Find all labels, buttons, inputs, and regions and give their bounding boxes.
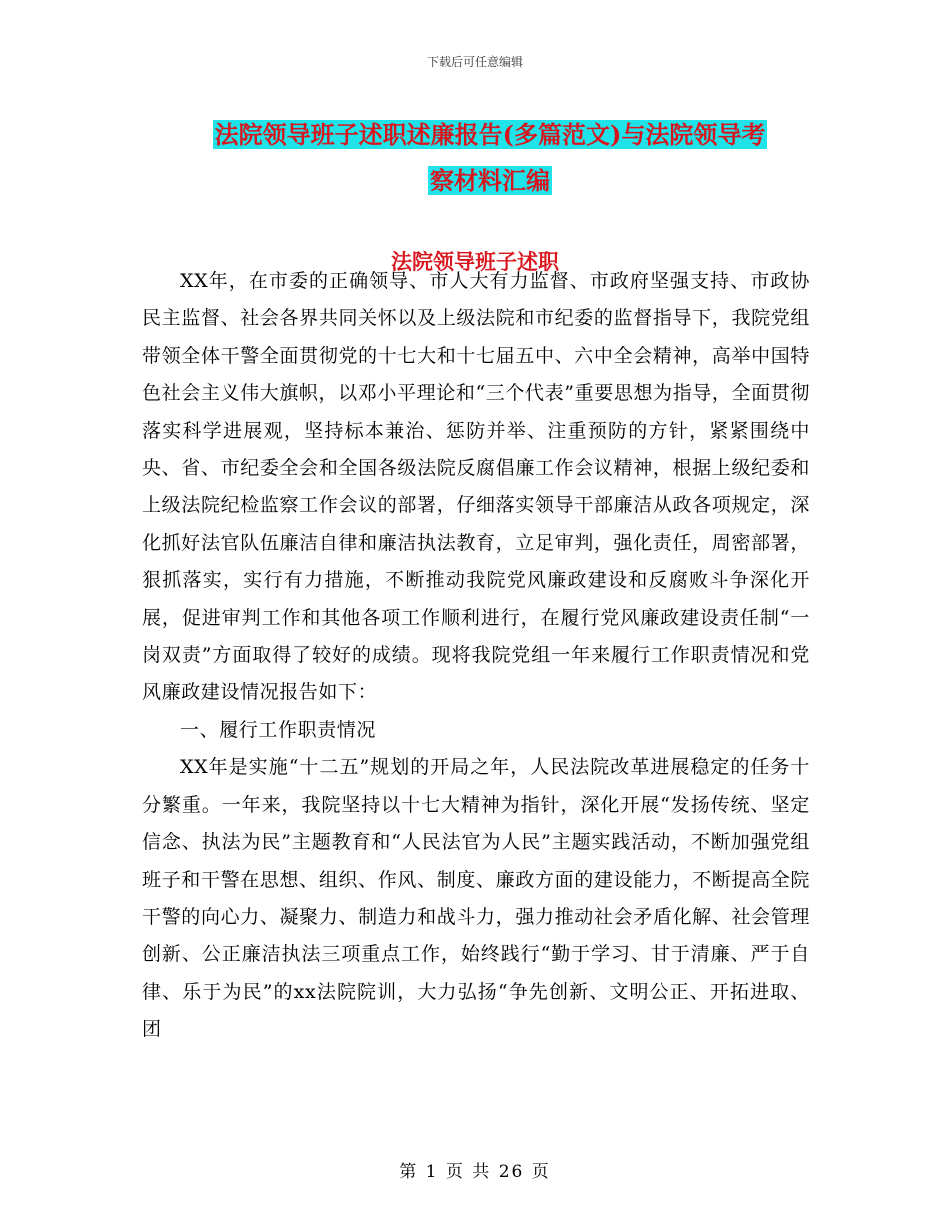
document-title: [170, 112, 810, 204]
paragraph: XX年是实施“十二五”规划的开局之年，人民法院改革进展稳定的任务十分繁重。一年来，我院坚持以十七大精神为指针，深化开展“发扬传统、坚定信念、执法为民”主题教育和“人民法官为人民”主题实践活动，不断加强党组班子和干警在思想、组织、作风、制度、廉政方面的建设能力，不断提高全院干警的向心力、凝聚力、制造力和战斗力，强力推动社会矛盾化解、社会管理创新、公正廉洁执法三项重点工作，始终践行“勤于学习、甘于清廉、严于自律、乐于为民”的xx法院院训，大力弘扬“争先创新、文明公正、开拓进取、团: [142, 756, 810, 1041]
page-footer: 第 1 页 共 26 页: [399, 1162, 551, 1182]
section-title: 法院领导班子述职: [391, 249, 559, 274]
title-line-2: 察材料汇编: [430, 166, 550, 195]
title-line-1: 法院领导班子述职述廉报告(多篇范文)与法院领导考: [214, 120, 766, 149]
header-note: 下载后可任意编辑: [426, 55, 523, 69]
body-text: [142, 263, 810, 1049]
paragraph: XX年，在市委的正确领导、市人大有力监督、市政府坚强支持、市政协民主监督、社会各界共同关怀以及上级法院和市纪委的监督指导下，我院党组带领全体干警全面贯彻党的十七大和十七届五中、六中全会精神，高举中国特色社会主义伟大旗帜，以邓小平理论和“三个代表”重要思想为指导，全面贯彻落实科学进展观，坚持标本兼治、惩防并举、注重预防的方针，紧紧围绕中央、省、市纪委全会和全国各级法院反腐倡廉工作会议精神，根据上级纪委和上级法院纪检监察工作会议的部署，仔细落实领导干部廉洁从政各项规定，深化抓好法官队伍廉洁自律和廉洁执法教育，立足审判，强化责任，周密部署，狠抓落实，实行有力措施，不断推动我院党风廉政建设和反腐败斗争深化开展，促进审判工作和其他各项工作顺利进行，在履行党风廉政建设责任制“一岗双责”方面取得了较好的成绩。现将我院党组一年来履行工作职责情况和党风廉政建设情况报告如下：: [142, 270, 810, 704]
section-heading: 一、履行工作职责情况: [180, 718, 377, 741]
